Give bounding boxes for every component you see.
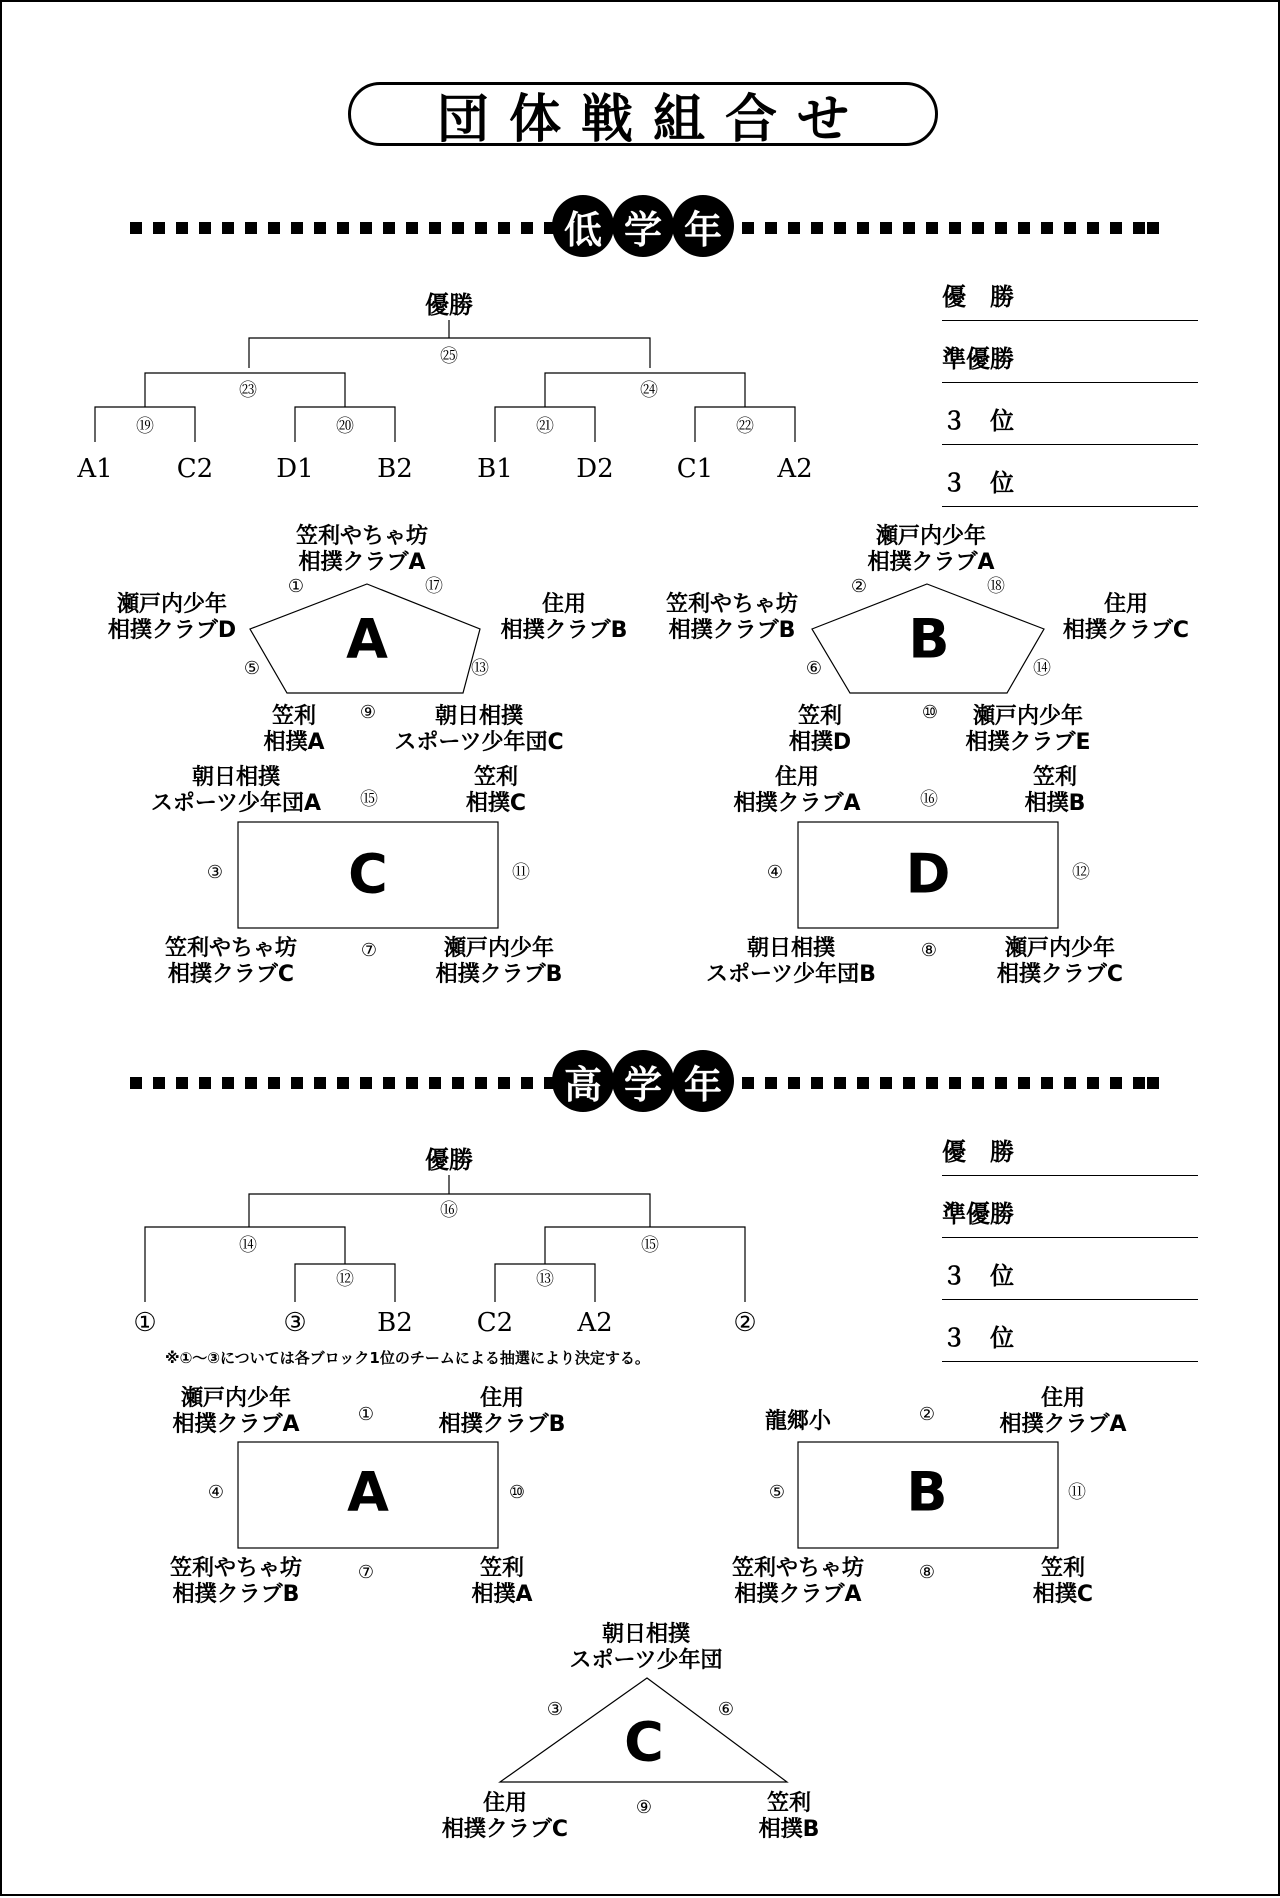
lower-block-b-team-top: 瀬戸内少年 相撲クラブA <box>867 524 995 575</box>
banner-circle-low: 低 <box>552 195 614 257</box>
banner-circle-kou: 高 <box>552 1050 614 1112</box>
upper-leaf-3: ③ <box>283 1308 307 1338</box>
upper-leaf-c2: C2 <box>476 1308 514 1338</box>
lower-block-d-letter: D <box>905 842 951 906</box>
upper-block-b-team-bottom-right: 笠利 相撲C <box>1032 1556 1094 1607</box>
lower-match-q1: ⑲ <box>136 416 154 437</box>
lower-block-d-team-bottom-left: 朝日相撲 スポーツ少年団B <box>706 936 876 987</box>
lower-leaf-d2: D2 <box>576 454 614 484</box>
upper-block-b-num-right: ⑪ <box>1068 1482 1086 1503</box>
lower-leaf-b2: B2 <box>377 454 413 484</box>
upper-match-final: ⑯ <box>440 1200 458 1221</box>
banner-circle-gaku: 学 <box>612 195 674 257</box>
lower-result-runner-up: 準優勝 <box>942 342 1198 383</box>
upper-block-c-team-top: 朝日相撲 スポーツ少年団 <box>569 1622 723 1673</box>
lower-leaf-c2: C2 <box>176 454 214 484</box>
upper-match-q-left: ⑫ <box>336 1269 354 1290</box>
upper-result-runner-up: 準優勝 <box>942 1197 1198 1238</box>
upper-block-b-num-bottom: ⑧ <box>918 1562 936 1583</box>
lower-block-b-letter: B <box>908 607 950 671</box>
lower-block-b-team-right: 住用 相撲クラブC <box>1062 592 1190 643</box>
lower-block-a-team-left: 瀬戸内少年 相撲クラブD <box>107 592 237 643</box>
page-title: 団体戦組合せ <box>436 89 869 150</box>
lower-block-c-num-right: ⑪ <box>512 862 530 883</box>
lower-block-a-team-bottom-right: 朝日相撲 スポーツ少年団C <box>394 704 564 755</box>
lower-block-b-team-bottom-left: 笠利 相撲D <box>788 704 852 755</box>
lower-block-b-team-bottom-right: 瀬戸内少年 相撲クラブE <box>965 704 1091 755</box>
upper-note: ※①～③については各ブロック1位のチームによる抽選により決定する。 <box>165 1349 650 1367</box>
upper-block-a-num-left: ④ <box>207 1482 225 1503</box>
upper-block-c-num-right: ⑥ <box>717 1699 735 1720</box>
upper-block-b-num-top: ② <box>918 1404 936 1425</box>
banner-circle-gaku-upper: 学 <box>612 1050 674 1112</box>
lower-result-third-1: ３ 位 <box>942 404 1198 445</box>
upper-block-a-num-top: ① <box>357 1404 375 1425</box>
lower-champion-label: 優勝 <box>425 291 473 319</box>
upper-block-b-team-top-left: 龍郷小 <box>764 1409 832 1434</box>
upper-block-b-team-bottom-left: 笠利やちゃ坊 相撲クラブA <box>731 1556 865 1607</box>
upper-block-b-team-top-right: 住用 相撲クラブA <box>999 1386 1127 1437</box>
upper-block-a-letter: A <box>347 1460 389 1524</box>
lower-block-c-num-bottom: ⑦ <box>360 940 378 961</box>
upper-leaf-2: ② <box>733 1308 757 1338</box>
lower-block-a-num-2: ⑰ <box>425 576 443 597</box>
upper-block-a-team-top-right: 住用 相撲クラブB <box>438 1386 566 1437</box>
lower-block-d-num-right: ⑫ <box>1072 862 1090 883</box>
lower-block-b-num-1: ② <box>850 576 868 597</box>
lower-block-d-num-top: ⑯ <box>920 789 938 810</box>
lower-block-b-num-3: ⑥ <box>805 658 823 679</box>
lower-block-c-num-top: ⑮ <box>360 789 378 810</box>
lower-block-b-num-2: ⑱ <box>987 576 1005 597</box>
lower-block-a-num-1: ① <box>287 576 305 597</box>
lower-match-q3: ㉑ <box>536 416 554 437</box>
upper-match-semi-left: ⑭ <box>239 1235 257 1256</box>
upper-block-b-letter: B <box>906 1460 948 1524</box>
lower-block-a-team-right: 住用 相撲クラブB <box>500 592 628 643</box>
lower-match-semi-right: ㉔ <box>640 380 658 401</box>
lower-block-d-team-top-left: 住用 相撲クラブA <box>733 765 861 816</box>
upper-leaf-1: ① <box>133 1308 157 1338</box>
lower-block-c-team-top-left: 朝日相撲 スポーツ少年団A <box>150 765 322 816</box>
lower-match-q4: ㉒ <box>736 416 754 437</box>
lower-block-d-num-left: ④ <box>766 862 784 883</box>
upper-block-b-num-left: ⑤ <box>768 1482 786 1503</box>
lower-block-a-letter: A <box>346 607 388 671</box>
lower-block-c-team-top-right: 笠利 相撲C <box>465 765 527 816</box>
lower-block-c-team-bottom-left: 笠利やちゃ坊 相撲クラブC <box>164 936 298 987</box>
upper-block-a-team-bottom-left: 笠利やちゃ坊 相撲クラブB <box>169 1556 303 1607</box>
upper-champion-label: 優勝 <box>425 1146 473 1174</box>
banner-circle-nen-upper: 年 <box>672 1050 734 1112</box>
lower-leaf-b1: B1 <box>477 454 513 484</box>
upper-result-third-1: ３ 位 <box>942 1259 1198 1300</box>
upper-block-c-letter: C <box>624 1710 664 1774</box>
upper-block-a-num-bottom: ⑦ <box>357 1562 375 1583</box>
lower-leaf-a1: A1 <box>77 454 113 484</box>
upper-block-a-num-right: ⑩ <box>508 1482 526 1503</box>
lower-block-c-team-bottom-right: 瀬戸内少年 相撲クラブB <box>435 936 563 987</box>
lower-block-d-team-top-right: 笠利 相撲B <box>1024 765 1086 816</box>
lower-leaf-d1: D1 <box>276 454 314 484</box>
lower-match-q2: ⑳ <box>336 416 354 437</box>
lower-block-a-team-bottom-left: 笠利 相撲A <box>263 704 325 755</box>
upper-match-semi-right: ⑮ <box>641 1235 659 1256</box>
upper-leaf-a2: A2 <box>577 1308 613 1338</box>
upper-block-c-num-bottom: ⑨ <box>635 1797 653 1818</box>
lower-result-third-2: ３ 位 <box>942 466 1198 507</box>
lower-block-c-num-left: ③ <box>206 862 224 883</box>
banner-circle-nen: 年 <box>672 195 734 257</box>
lower-match-semi-left: ㉓ <box>239 380 257 401</box>
lower-match-final: ㉕ <box>440 346 458 367</box>
upper-result-champion: 優 勝 <box>942 1135 1198 1176</box>
lower-block-b-num-5: ⑩ <box>921 702 939 723</box>
lower-block-a-num-5: ⑨ <box>359 702 377 723</box>
upper-match-q-right: ⑬ <box>536 1269 554 1290</box>
upper-block-a-team-bottom-right: 笠利 相撲A <box>471 1556 533 1607</box>
upper-block-c-num-left: ③ <box>546 1699 564 1720</box>
lower-block-b-team-left: 笠利やちゃ坊 相撲クラブB <box>665 592 799 643</box>
lower-leaf-a2: A2 <box>777 454 813 484</box>
lower-block-c-letter: C <box>348 842 388 906</box>
lower-block-b-num-4: ⑭ <box>1033 658 1051 679</box>
lower-block-a-num-4: ⑬ <box>471 658 489 679</box>
lower-block-d-num-bottom: ⑧ <box>920 940 938 961</box>
lower-block-d-team-bottom-right: 瀬戸内少年 相撲クラブC <box>996 936 1124 987</box>
upper-leaf-b2: B2 <box>377 1308 413 1338</box>
upper-result-third-2: ３ 位 <box>942 1321 1198 1362</box>
upper-block-c-team-bottom-right: 笠利 相撲B <box>758 1791 820 1842</box>
lower-leaf-c1: C1 <box>676 454 714 484</box>
upper-block-a-team-top-left: 瀬戸内少年 相撲クラブA <box>172 1386 300 1437</box>
upper-block-c-team-bottom-left: 住用 相撲クラブC <box>441 1791 569 1842</box>
lower-result-champion: 優 勝 <box>942 280 1198 321</box>
lower-block-a-team-top: 笠利やちゃ坊 相撲クラブA <box>295 524 429 575</box>
lower-block-a-num-3: ⑤ <box>243 658 261 679</box>
